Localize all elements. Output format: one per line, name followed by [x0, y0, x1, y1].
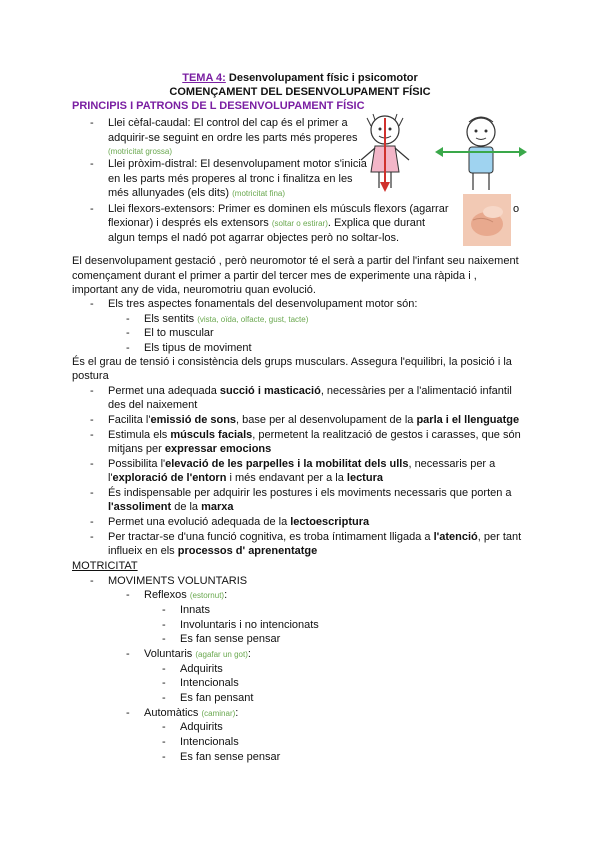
aspect-item-1: [144, 312, 308, 327]
list-dash: -: [90, 487, 94, 499]
reflexos-item-3: Es fan sense pensar: [180, 633, 281, 645]
list-dash: -: [162, 604, 166, 616]
automatics-item-3: Es fan sense pensar: [180, 751, 281, 763]
benefit-4-line-1: Possibilita l'elevació de les parpelles i la mobilitat dels ulls, necessaris per a: [108, 458, 496, 470]
list-dash: -: [162, 736, 166, 748]
flexors-line-2: [108, 216, 425, 231]
automatics-item-1: Adquirits: [180, 721, 223, 733]
moviments-voluntaris-heading: MOVIMENTS VOLUNTARIS: [108, 575, 248, 587]
list-dash: -: [162, 663, 166, 675]
para2-line-1: És el grau de tensió i consistència dels grups musculars. Assegura l'equilibri, la posició i la: [72, 356, 512, 368]
cefal-note: (motricitat grossa): [108, 147, 173, 156]
list-dash: -: [90, 575, 94, 587]
benefit-1-line-1: Permet una adequada succió i masticació, necessàries per a l'alimentació infantil: [108, 385, 512, 397]
doc-title: [0, 71, 600, 85]
benefit-3-line-1: Estimula els músculs facials, permetent la realització de gestos i carasses, que són: [108, 429, 521, 441]
list-dash: -: [90, 531, 94, 543]
section-heading-principis: PRINCIPIS I PATRONS DE L DESENVOLUPAMENT FÍSIC: [72, 100, 365, 112]
benefit-5-line-2: l'assoliment de la marxa: [108, 501, 234, 513]
list-dash: -: [90, 385, 94, 397]
list-dash: -: [90, 158, 94, 170]
automatics-item-2: Intencionals: [180, 736, 239, 748]
list-dash: -: [162, 633, 166, 645]
aspect-item-1-text: Els sentits: [144, 313, 195, 325]
aspect-item-2: El to muscular: [144, 327, 214, 339]
flexors-line-2b: . Explica que durant: [327, 217, 426, 229]
list-dash: -: [90, 429, 94, 441]
list-dash: -: [90, 414, 94, 426]
cefal-line-2: adquirir-se seguint en ordre les parts més properes: [108, 132, 358, 144]
flexors-line-2a: flexionar) i després els extensors: [108, 217, 269, 229]
para1-line-2: començament durant el primer a partir del tercer mes de experimente una ràpida i ,: [72, 270, 477, 282]
cefal-line-1: Llei cèfal-caudal: El control del cap és el primer a: [108, 117, 348, 129]
voluntaris-item-1: Adquirits: [180, 663, 223, 675]
list-dash: -: [162, 692, 166, 704]
doc-subtitle: COMENÇAMENT DEL DESENVOLUPAMENT FÍSIC: [169, 86, 431, 98]
benefit-7-line-2: influeix en els processos d' aprenentatge: [108, 545, 318, 557]
list-dash: -: [162, 677, 166, 689]
proximodistal-child-illustration: [433, 112, 529, 194]
benefit-7-line-1: Per tractar-se d'una funció cognitiva, es troba íntimament lligada a l'atenció, per tant: [108, 531, 522, 543]
benefit-1-line-2: des del naixement: [108, 399, 198, 411]
list-dash: -: [126, 707, 130, 719]
voluntaris-item-3: Es fan pensant: [180, 692, 254, 704]
proxim-note: (motricitat fina): [232, 189, 286, 198]
baby-hand-grasp-photo: [463, 194, 511, 246]
motricitat-heading: MOTRICITAT: [72, 560, 138, 572]
para2-line-2: postura: [72, 370, 109, 382]
tema-label: TEMA 4:: [182, 72, 226, 84]
cephalocaudal-child-illustration: [345, 112, 423, 194]
list-dash: -: [126, 327, 130, 339]
list-dash: -: [126, 342, 130, 354]
benefit-5-line-1: És indispensable per adquirir les postures i els moviments necessaris que porten a: [108, 487, 512, 499]
proxim-line-1: Llei pròxim-distral: El desenvolupament motor s'inicia: [108, 158, 367, 170]
list-dash: -: [126, 313, 130, 325]
voluntaris-label: Voluntaris (agafar un got):: [144, 648, 251, 660]
reflexos-item-1: Innats: [180, 604, 210, 616]
proxim-line-3: [108, 186, 285, 201]
aspect-item-3: Els tipus de moviment: [144, 342, 252, 354]
list-dash: -: [162, 619, 166, 631]
para1-line-3: important any de vida, neuromotriu quan evolució.: [72, 284, 316, 296]
aspects-intro: Els tres aspectes fonamentals del desenvolupament motor són:: [108, 298, 418, 310]
automatics-label: Automàtics (caminar):: [144, 707, 239, 719]
list-dash: -: [90, 516, 94, 528]
benefit-6: Permet una evolució adequada de la lectoescriptura: [108, 516, 370, 528]
para1-line-1: El desenvolupament gestació , però neuromotor té el serà a partir del l'infant seu naixement: [72, 255, 519, 267]
list-dash: -: [162, 751, 166, 763]
benefit-2: Facilita l'emissió de sons, base per al desenvolupament de la parla i el llenguatge: [108, 414, 520, 426]
flexors-line-1: Llei flexors-extensors: Primer es dominen els músculs flexors (agarrar: [108, 203, 449, 215]
tema-title: Desenvolupament físic i psicomotor: [225, 72, 418, 84]
list-dash: -: [90, 458, 94, 470]
benefit-1-bold: succió i masticació: [219, 385, 321, 397]
list-dash: -: [90, 298, 94, 310]
flexors-note: (soltar o estirar): [271, 219, 328, 228]
list-dash: -: [90, 203, 94, 215]
benefit-4-line-2: l'exploració de l'entorn i més endavant per a la lectura: [108, 472, 383, 484]
list-dash: -: [90, 117, 94, 129]
benefit-3-line-2: mitjans per expressar emocions: [108, 443, 272, 455]
flexors-line-3: algun temps el nadó pot agarrar objectes però no soltar-los.: [108, 232, 400, 244]
reflexos-label: Reflexos (estornut):: [144, 589, 228, 601]
voluntaris-item-2: Intencionals: [180, 677, 239, 689]
flexors-line-1b: o: [513, 203, 520, 215]
reflexos-item-2: Involuntaris i no intencionats: [180, 619, 319, 631]
list-dash: -: [126, 589, 130, 601]
aspect-item-1-note: (vista, oïda, olfacte, gust, tacte): [197, 315, 309, 324]
proxim-line-3-text: més allunyades (els dits): [108, 187, 230, 199]
list-dash: -: [162, 721, 166, 733]
proxim-line-2: en les parts més properes al tronc i finalitza en les: [108, 173, 353, 185]
list-dash: -: [126, 648, 130, 660]
